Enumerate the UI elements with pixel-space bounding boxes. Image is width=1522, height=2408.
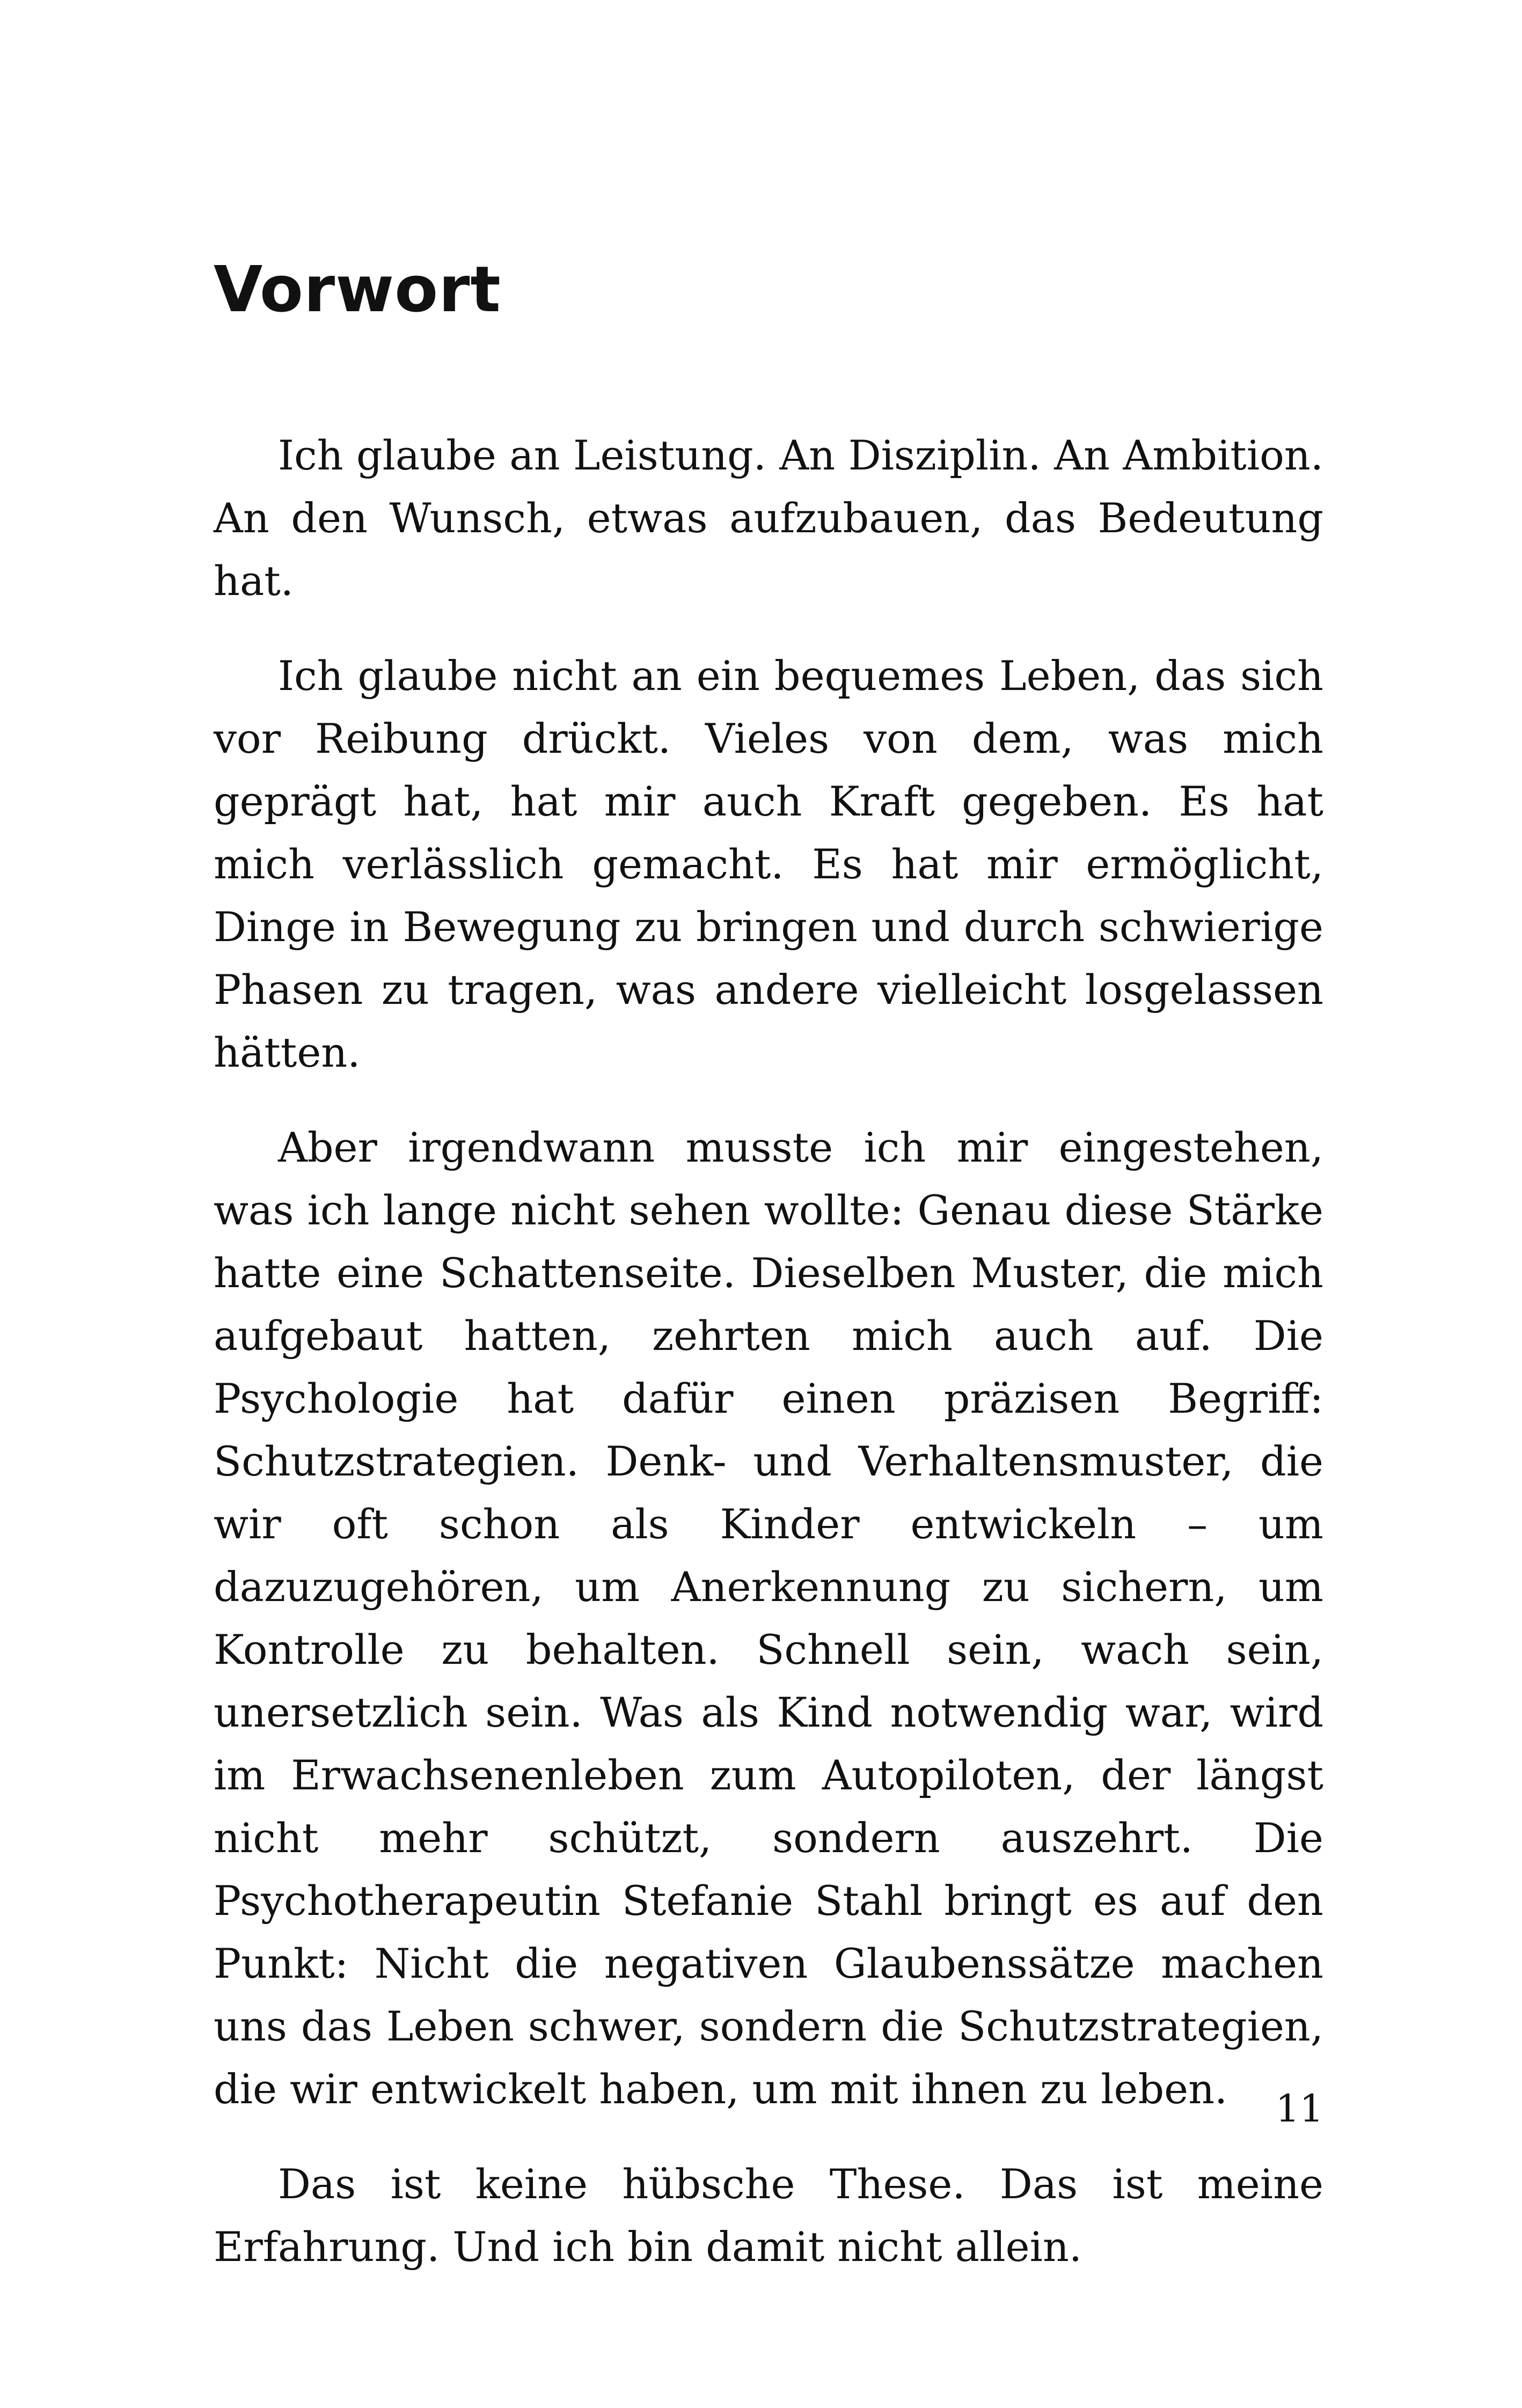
paragraph-1: Ich glaube an Leistung. An Disziplin. An Ambition. An den Wunsch, etwas aufzubauen, das Bedeutung hat. xyxy=(214,431,1323,605)
body-text xyxy=(214,424,1323,2310)
chapter-title: Vorwort xyxy=(214,252,501,326)
page-number: 11 xyxy=(1275,2087,1323,2131)
paragraph-3: Aber irgendwann musste ich mir eingestehen, was ich lange nicht sehen wollte: Genau diese Stärke hatte eine Schattenseite. Dieselben Muster, die mich aufgebaut hatten, zehrten mich auch auf. Die Psychologie hat dafür einen präzisen Begriff: Schutzstrategien. Denk- und Verhaltensmuster, die wir oft schon als Kinder entwickeln – um dazuzugehören, um Anerkennung zu sichern, um Kontrolle zu behalten. Schnell sein, wach sein, unersetzlich sein. Was als Kind notwendig war, wird im Erwachsenenleben zum Autopiloten, der längst nicht mehr schützt, sondern auszehrt. Die Psychotherapeutin Stefanie Stahl bringt es auf den Punkt: Nicht die negativen Glaubenssätze machen uns das Leben schwer, sondern die Schutzstrategien, die wir entwickelt haben, um mit ihnen zu leben. xyxy=(214,1124,1323,2113)
paragraph-4: Das ist keine hübsche These. Das ist meine Erfahrung. Und ich bin damit nicht allein. xyxy=(214,2160,1323,2271)
paragraph-2: Ich glaube nicht an ein bequemes Leben, das sich vor Reibung drückt. Vieles von dem, was mich geprägt hat, hat mir auch Kraft gegeben. Es hat mich verlässlich gemacht. Es hat mir ermöglicht, Dinge in Bewegung zu bringen und durch schwierige Phasen zu tragen, was andere vielleicht losgelassen hätten. xyxy=(214,652,1323,1076)
